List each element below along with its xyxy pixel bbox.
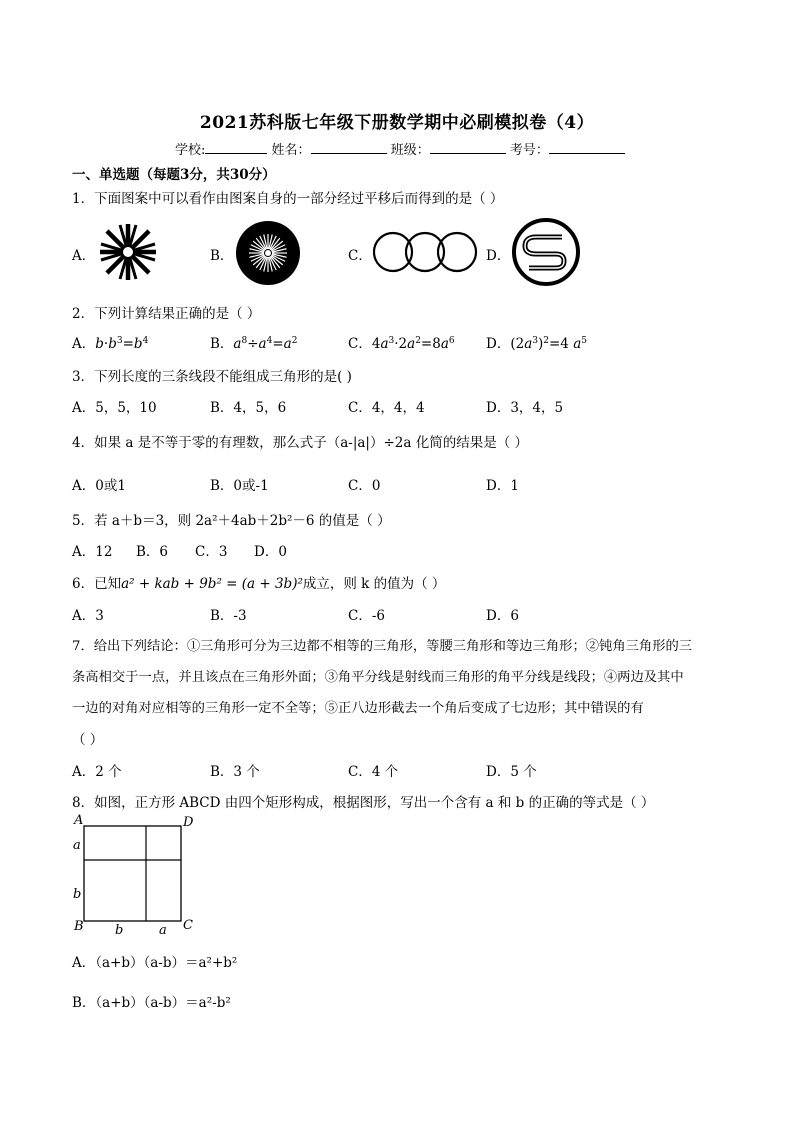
section-header: 一、单选题（每题3分，共30分）	[72, 167, 276, 183]
q2-option-a-label: A．	[72, 336, 96, 352]
q6-stem-pre: 6．已知	[72, 576, 122, 592]
name-label: 姓名：	[271, 143, 311, 158]
label-a-bottom: a	[159, 923, 167, 938]
info-line	[175, 139, 625, 158]
label-A: A	[74, 813, 84, 828]
label-D: D	[183, 815, 194, 830]
q7-option-d[interactable]: D．5 个	[486, 764, 537, 780]
label-b-bottom: b	[115, 923, 124, 938]
name-field[interactable]	[311, 140, 387, 154]
q5-option-c[interactable]: C．3	[195, 544, 228, 560]
q5-option-a[interactable]: A．12	[72, 544, 113, 560]
q2-option-b-label: B．	[210, 336, 234, 352]
square-outline	[84, 826, 181, 921]
label-C: C	[183, 918, 193, 933]
label-B: B	[74, 919, 84, 934]
q5-option-d[interactable]: D．0	[254, 544, 287, 560]
q5-option-b[interactable]: B．6	[136, 544, 169, 560]
q6-formula: a² + kab + 9b² = (a + 3b)²	[121, 576, 303, 592]
q2-option-d-label: D．	[486, 336, 511, 352]
class-label: 班级：	[390, 143, 430, 158]
q2-option-d[interactable]: D．$(2a^3)^2=4$ $a^5$	[486, 336, 587, 352]
q6-option-c[interactable]: C．-6	[348, 608, 385, 624]
q8-option-b[interactable]: B．（a+b）（a-b）＝a²-b²	[72, 995, 231, 1011]
school-label: 学校:	[175, 143, 206, 158]
q6-option-a[interactable]: A．3	[72, 608, 104, 624]
s-logo-icon	[512, 218, 580, 286]
question-8-stem: 8．如图，正方形 ABCD 由四个矩形构成，根据图形，写出一个含有 a 和 b 的正确的等式是（ ）	[72, 795, 655, 811]
q3-option-a[interactable]: A．5，5，10	[72, 400, 157, 416]
label-b-side: b	[73, 887, 82, 902]
q3-option-c[interactable]: C．4，4，4	[348, 400, 425, 416]
exam-no-label: 考号：	[509, 143, 549, 158]
q2-option-c[interactable]: C．$4a^3\cdot 2a^2=8a^6$	[348, 336, 455, 352]
q1-option-c-label: C．	[348, 248, 372, 264]
school-field[interactable]	[205, 140, 267, 154]
q6-stem-post: 成立，则 k 的值为（ ）	[302, 576, 446, 592]
q1-option-a-label: A．	[72, 248, 96, 264]
asterisk-star-icon	[98, 222, 158, 282]
q4-option-c[interactable]: C．0	[348, 478, 381, 494]
q3-option-d[interactable]: D．3，4，5	[486, 400, 564, 416]
q7-option-c[interactable]: C．4 个	[348, 764, 399, 780]
question-5-stem: 5．若 a＋b＝3，则 2a²＋4ab＋2b²－6 的值是（ ）	[72, 513, 391, 529]
label-a-side: a	[73, 838, 81, 853]
q1-option-d-label: D．	[486, 248, 511, 264]
exam-no-field[interactable]	[549, 140, 625, 154]
q8-option-a[interactable]: A．（a+b）（a-b）＝a²+b²	[72, 955, 238, 971]
q6-option-d[interactable]: D．6	[486, 608, 519, 624]
q7-option-b[interactable]: B．3 个	[210, 764, 260, 780]
question-2-stem: 2．下列计算结果正确的是（ ）	[72, 306, 261, 322]
question-3-stem: 3．下列长度的三条线段不能组成三角形的是( )	[72, 369, 352, 385]
three-rings-icon	[373, 229, 477, 275]
q7-option-a[interactable]: A．2 个	[72, 764, 122, 780]
page-title: 2021苏科版七年级下册数学期中必刷模拟卷（4）	[199, 113, 595, 133]
question-7-line-3: 一边的对角对应相等的三角形一定不全等；⑤正八边形截去一个角后变成了七边形；其中错误的有	[72, 701, 644, 716]
question-4-stem: 4．如果 a 是不等于零的有理数，那么式子（a-|a|）÷2a 化简的结果是（ ）	[72, 435, 529, 451]
question-7-line-1: 7．给出下列结论：①三角形可分为三边都不相等的三角形，等腰三角形和等边三角形；②钝角三角形的三	[72, 639, 693, 654]
q2-option-c-label: C．	[348, 336, 372, 352]
q3-option-b[interactable]: B．4，5，6	[210, 400, 287, 416]
question-7-line-4: （ ）	[72, 732, 104, 748]
square-abcd-figure	[72, 812, 202, 938]
question-7-line-2: 条高相交于一点，并且该点在三角形外面；③角平分线是射线而三角形的角平分线是线段；④两边及其中	[72, 670, 684, 685]
q1-option-b-label: B．	[210, 248, 234, 264]
q4-option-b[interactable]: B．0或-1	[210, 478, 269, 494]
q4-option-d[interactable]: D．1	[486, 478, 519, 494]
question-1-stem: 1．下面图案中可以看作由图案自身的一部分经过平移后而得到的是（ ）	[72, 191, 504, 207]
q6-option-b[interactable]: B．-3	[210, 608, 247, 624]
q2-option-a[interactable]: A．$b\cdot b^3=b^4$	[72, 336, 149, 352]
class-field[interactable]	[430, 140, 506, 154]
q2-option-b[interactable]: B．$a^8\div a^4=a^2$	[210, 336, 298, 352]
q4-option-a[interactable]: A．0或1	[72, 478, 126, 494]
question-6-stem	[72, 572, 445, 592]
sunburst-icon	[236, 221, 300, 285]
